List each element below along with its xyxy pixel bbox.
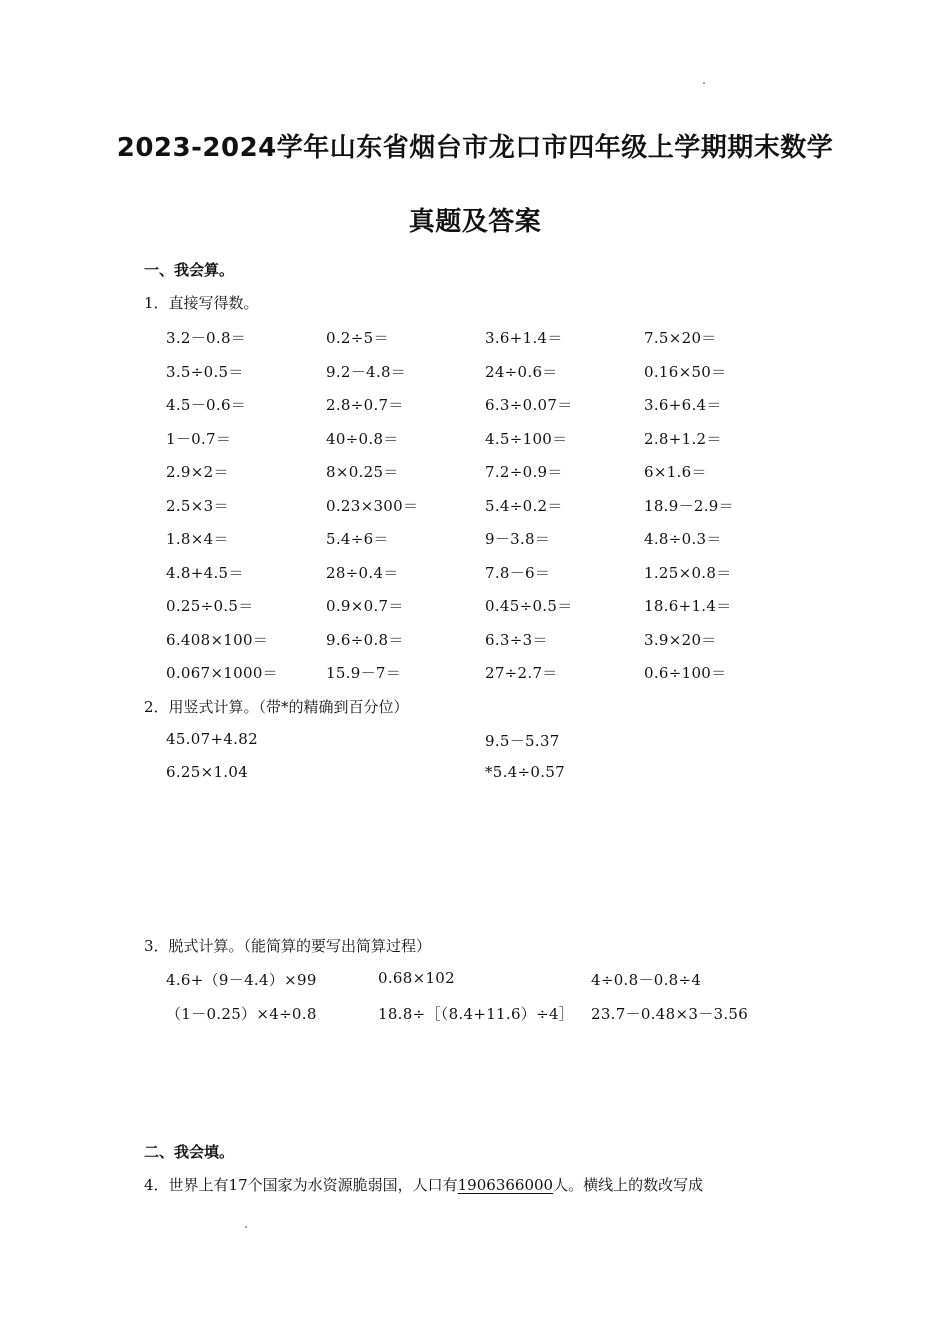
mental-math-item: 7.2÷0.9＝	[485, 463, 563, 481]
step-calc-item: （1－0.25）×4÷0.8	[166, 1005, 317, 1023]
mental-math-item: 6.3÷0.07＝	[485, 396, 573, 414]
mental-math-item: 0.23×300＝	[326, 496, 419, 515]
mental-math-item: 0.067×1000＝	[166, 664, 278, 682]
mental-math-item: 2.8+1.2＝	[644, 429, 722, 448]
mental-math-item: 40÷0.8＝	[326, 429, 399, 448]
question-4-text	[144, 1174, 703, 1195]
mental-math-item: 0.16×50＝	[644, 362, 727, 381]
mental-math-item: 18.9－2.9＝	[644, 496, 734, 515]
question-4-underlined-number: 1906366000	[457, 1176, 554, 1194]
mental-math-item: 0.45÷0.5＝	[485, 597, 573, 615]
step-calc-item: 4.6+（9－4.4）×99	[166, 971, 317, 989]
question-1-label: 1．直接写得数。	[144, 294, 259, 312]
mental-math-item: 1－0.7＝	[166, 429, 232, 448]
page-title-line1: 2023-2024学年山东省烟台市龙口市四年级上学期期末数学	[116, 133, 834, 163]
mental-math-item: 4.8+4.5＝	[166, 563, 244, 582]
mental-math-item: 7.5×20＝	[644, 329, 717, 347]
mental-math-item: 24÷0.6＝	[485, 362, 558, 381]
section-1-heading: 一、我会算。	[144, 261, 235, 279]
mental-math-item: 3.2－0.8＝	[166, 329, 247, 347]
step-calc-item: 0.68×102	[378, 969, 455, 987]
mental-math-item: 27÷2.7＝	[485, 664, 558, 682]
mental-math-item: 3.6+6.4＝	[644, 396, 722, 414]
vertical-calc-item: 6.25×1.04	[166, 763, 249, 781]
vertical-calc-item: 9.5－5.37	[485, 732, 560, 750]
section-2-heading: 二、我会填。	[144, 1143, 235, 1161]
mental-math-item: 8×0.25＝	[326, 463, 399, 481]
mental-math-item: 1.25×0.8＝	[644, 563, 732, 582]
mental-math-item: 2.5×3＝	[166, 496, 229, 515]
mental-math-item: 3.9×20＝	[644, 630, 717, 649]
mental-math-item: 3.6+1.4＝	[485, 329, 563, 347]
mental-math-item: 2.8÷0.7＝	[326, 396, 404, 414]
mental-math-item: 7.8－6＝	[485, 563, 551, 582]
mental-math-item: 18.6+1.4＝	[644, 597, 732, 615]
mental-math-item: 15.9－7＝	[326, 664, 402, 682]
scan-dot-top	[703, 82, 705, 84]
vertical-calc-item: *5.4÷0.57	[485, 763, 566, 781]
step-calc-item: 4÷0.8－0.8÷4	[591, 971, 702, 989]
vertical-calc-item: 45.07+4.82	[166, 730, 258, 748]
mental-math-item: 28÷0.4＝	[326, 563, 399, 582]
scan-dot-bottom	[245, 1226, 247, 1228]
mental-math-item: 0.2÷5＝	[326, 329, 389, 347]
mental-math-item: 0.6÷100＝	[644, 664, 727, 682]
question-2-label: 2．用竖式计算。（带*的精确到百分位）	[144, 698, 409, 716]
mental-math-item: 9.6÷0.8＝	[326, 630, 404, 649]
mental-math-item: 0.25÷0.5＝	[166, 597, 254, 615]
mental-math-item: 4.5－0.6＝	[166, 396, 247, 414]
mental-math-item: 9.2－4.8＝	[326, 362, 407, 381]
mental-math-item: 2.9×2＝	[166, 463, 229, 481]
step-calc-item: 18.8÷［（8.4+11.6）÷4］	[378, 1005, 575, 1023]
mental-math-item: 4.8÷0.3＝	[644, 530, 722, 548]
question-4-prefix: 4．世界上有17个国家为水资源脆弱国，人口有	[144, 1176, 458, 1194]
mental-math-item: 5.4÷6＝	[326, 530, 389, 548]
mental-math-item: 4.5÷100＝	[485, 429, 568, 448]
mental-math-item: 6.3÷3＝	[485, 630, 548, 649]
page-title-line2: 真题及答案	[408, 207, 542, 237]
mental-math-item: 9－3.8＝	[485, 530, 551, 548]
question-4-suffix: 人。横线上的数改写成	[553, 1176, 704, 1194]
mental-math-item: 3.5÷0.5＝	[166, 362, 244, 381]
mental-math-item: 0.9×0.7＝	[326, 597, 404, 615]
step-calc-item: 23.7－0.48×3－3.56	[591, 1005, 749, 1023]
question-3-label: 3．脱式计算。（能简算的要写出简算过程）	[144, 937, 432, 955]
mental-math-item: 1.8×4＝	[166, 530, 229, 548]
mental-math-item: 6.408×100＝	[166, 630, 269, 649]
mental-math-item: 6×1.6＝	[644, 463, 707, 481]
mental-math-item: 5.4÷0.2＝	[485, 496, 563, 515]
